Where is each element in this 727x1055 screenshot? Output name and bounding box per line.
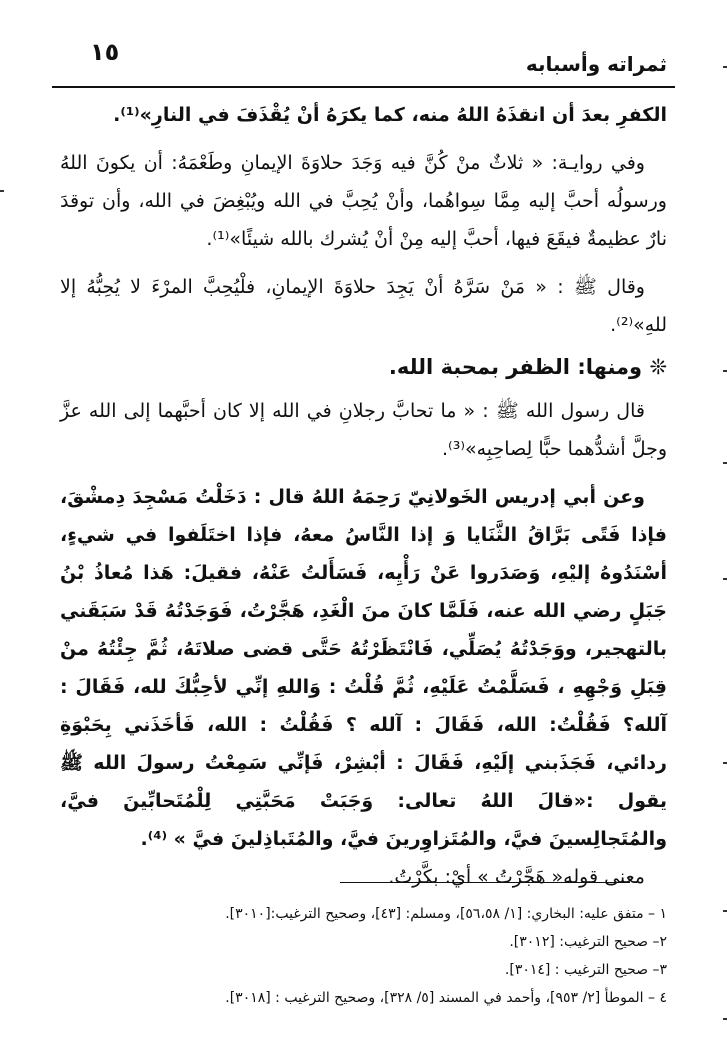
scan-edge-mark: [723, 370, 727, 372]
footnotes: [120, 900, 667, 1012]
paragraph-abu-idris: وعن أبي إدريس الخَولانِيّ رَحِمَهُ اللهُ قال : دَخَلْتُ مَسْجِدَ دِمشْقَ، فإذا فَتًى بَرَّاقُ الثَّنَايا وَ إذا النَّاسُ معهُ، فإذا اختَلَفوا في شيءٍ، أسْنَدُوهُ إليْهِ، وَصَدَروا عَنْ رَأْيِه، فَسَأَلتُ عَنْهُ، فقيلَ: هَذا مُعاذُ بْنُ جَبَلٍ رضي الله عنه، فَلَمَّا كانَ منَ الْغَدِ، هَجَّرْتُ، فَوَجَدْتُهُ قَدْ سَبَقَني بالتهجير، ووَجَدْتُهُ يُصَلِّي، فَانْتَظَرْتُهُ حَتَّى قضى صلاتَهُ، ثُمَّ جِئْتُهُ منْ قِبَلِ وَجْهِهِ ، فَسَلَّمْتُ عَلَيْهِ، ثُمَّ قُلْتُ : وَاللهِ إنِّي لأحِبُّكَ لله، فَقَالَ : آلله؟ فَقُلْتُ: الله، فَقَالَ : آلله ؟ فَقُلْتُ : الله، فَأخَذَني بِحَبْوَةِ ردائي، فَجَذَبني إلَيْهِ، فَقَالَ : أبْشِرْ، فَإنِّي سَمِعْتُ رسولَ الله ﷺ يقول :«قالَ اللهُ تعالى: وَجَبَتْ مَحَبَّتِي لِلْمُتَحابِّينَ فيَّ، والمُتَجالِسينَ فيَّ، والمُتَزاوِرينَ فيَّ، والمُتَباذِلينَ فيَّ » ⁽⁴⁾.: [60, 486, 667, 850]
header-rule: [52, 86, 675, 88]
paragraph-meaning: معنى قوله« هَجَّرْتُ » أيْ: بكَّرْتُ.: [388, 866, 645, 888]
paragraph-sarrahu: وقال ﷺ : « مَنْ سَرَّهُ أنْ يَجِدَ حلاوَةَ الإيمانِ، فلْيُحِبَّ المرْءَ لا يُحِبُّهُ إلا للهِ»⁽²⁾.: [60, 276, 667, 336]
section-heading: ❊ ومنها: الظفر بمحبة الله.: [388, 355, 667, 379]
scan-edge-mark: [723, 578, 727, 580]
scan-edge-mark: [723, 910, 727, 912]
scan-edge-mark: [723, 762, 727, 764]
running-header-title: ثمراته وأسبابه: [525, 52, 667, 76]
page-number: ١٥: [90, 38, 120, 66]
footnote-2: ٢– صحيح الترغيب: [٣٠١٢].: [509, 934, 667, 950]
paragraph-tahabba: قال رسول الله ﷺ : « ما تحابَّ رجلانِ في الله إلا كان أحبَّهما إلى الله عزَّ وجلَّ أشدُّهما حبًّا لِصاحِبِه»⁽³⁾.: [60, 400, 667, 460]
scan-edge-mark: [723, 462, 727, 464]
footnote-3: ٣– صحيح الترغيب : [٣٠١٤].: [504, 962, 667, 978]
scan-edge-mark: [723, 1018, 727, 1020]
paragraph-hadith-end: الكفرِ بعدَ أن انقذَهُ اللهُ منه، كما يكرَهُ أنْ يُقْذَفَ في النارِ»⁽¹⁾.: [113, 104, 667, 126]
footnote-rule: [340, 882, 630, 883]
scan-edge-mark: [0, 190, 4, 192]
footnote-4: ٤ – الموطأ [٢/ ٩٥٣]، وأحمد في المسند [٥/ ٣٢٨]، وصحيح الترغيب : [٣٠١٨].: [225, 990, 667, 1006]
paragraph-riwaya: وفي روايـة: « ثلاثٌ منْ كُنَّ فيه وَجَدَ حلاوَةَ الإيمانِ وطَعْمَهُ: أن يكونَ اللهُ ورسولُه أحبَّ إليه مِمَّا سِواهُما، وأنْ يُحِبَّ في الله ويُبْغِضَ في الله، وأن توقدَ نارٌ عظيمةٌ فيقَعَ فيها، أحبَّ إليه مِنْ أنْ يُشرك بالله شيئًا»⁽¹⁾.: [60, 152, 667, 250]
scan-edge-mark: [723, 66, 727, 68]
footnote-1: ١ – متفق عليه: البخاري: [١/ ٥٦،٥٨]، ومسلم: [٤٣]، وصحيح الترغيب:[٣٠١٠].: [225, 906, 667, 922]
body-text: [60, 96, 667, 896]
